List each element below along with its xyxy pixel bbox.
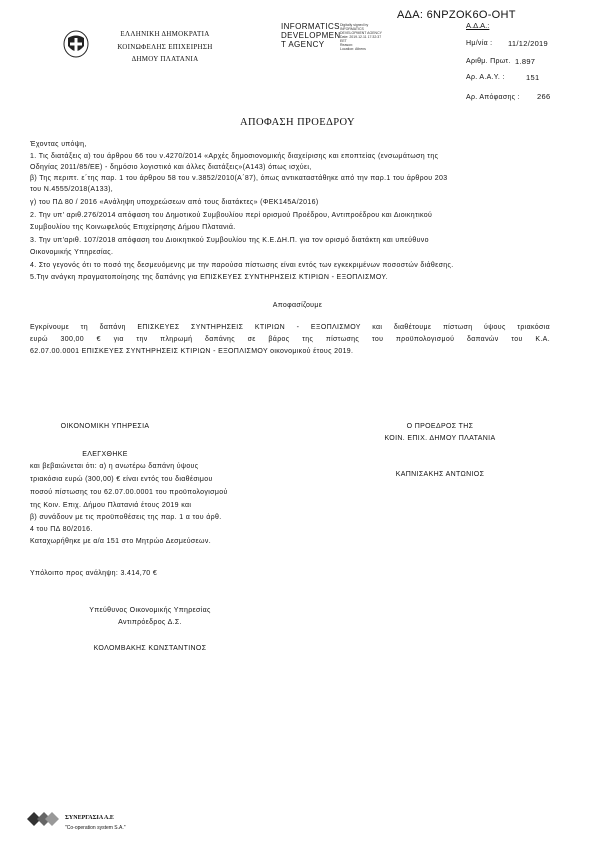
issuer-line-2: ΚΟΙΝΩΦΕΛΗΣ ΕΠΙΧΕΙΡΗΣΗ [117, 43, 213, 51]
protocol-label: Αριθμ. Πρωτ. [466, 58, 511, 65]
checked-label: ΕΛΕΓΧΘΗΚΕ [82, 451, 128, 458]
date-label: Ημ/νία : [466, 40, 493, 47]
consideration-line: γ) του ΠΔ 80 / 2016 «Ανάληψη υποχρεώσεων από τους διατάκτες» (ΦΕΚ145Α/2016) [30, 199, 319, 206]
consideration-line: 2. Την υπ' αριθ.276/2014 απόφαση του Δημοτικού Συμβουλίου περί ορισμού Προέδρου, Αντιπροέδρου και Διοικητικού [30, 212, 433, 219]
ida-line-3: T AGENCY [281, 40, 325, 49]
decision-line: ευρώ 300,00 € για την πληρωμή δαπάνης σε βάρος της πίστωσης του προϋπολογισμού δαπανών του Κ.Α. [30, 336, 550, 343]
financial-service-heading: ΟΙΚΟΝΟΜΙΚΗ ΥΠΗΡΕΣΙΑ [60, 423, 150, 430]
decision-number-label: Αρ. Απόφασης : [466, 94, 520, 101]
remaining-amount: Υπόλοιπο προς ανάληψη: 3.414,70 € [30, 570, 158, 577]
president-name: ΚΑΠΝΙΣΑΚΗΣ ΑΝΤΩΝΙΟΣ [395, 471, 485, 478]
company-tagline: "Co-operation system S.A." [65, 825, 126, 831]
decide-heading: Αποφασίζουμε [272, 302, 323, 309]
ada-code: ΑΔΑ: 6ΝΡΖΟΚ6Ο-ΟΗΤ [397, 9, 516, 21]
issuer-line-3: ΔΗΜΟΥ ΠΛΑΤΑΝΙΑ [131, 55, 199, 63]
consideration-line: Οικονομικής Υπηρεσίας. [30, 249, 114, 256]
ida-line-1: INFORMATICS [281, 22, 340, 31]
verification-line: ποσού πίστωσης του 62.07.00.0001 του προϋπολογισμού [30, 489, 228, 496]
considerations-intro: Έχοντας υπόψη, [30, 141, 87, 148]
president-title: Ο ΠΡΟΕΔΡΟΣ ΤΗΣ [406, 423, 474, 430]
decision-number-value: 266 [537, 92, 551, 101]
aay-value: 151 [526, 73, 540, 82]
signer-role-2: Αντιπρόεδρος Δ.Σ. [118, 619, 182, 626]
verification-line: β) συνάδουν με τις προϋποθέσεις της παρ. 1 α του άρθ. [30, 514, 222, 521]
ida-signature-logo [281, 22, 341, 49]
consideration-line: β) Της περιπτ. ε΄της παρ. 1 του άρθρου 58 του ν.3852/2010(Α΄87), όπως αντικαταστάθηκε από την παρ.1 του άρθρου 203 [30, 175, 448, 182]
date-value: 11/12/2019 [508, 39, 548, 48]
consideration-line: 3. Την υπ'αριθ. 107/2018 απόφαση του Διοικητικού Συμβουλίου της Κ.Ε.ΔΗ.Π. για τον ορισμό διατάκτη και υπεύθυνο [30, 237, 429, 244]
page-title: ΑΠΟΦΑΣΗ ΠΡΟΕΔΡΟΥ [240, 117, 355, 128]
signer-role-1: Υπεύθυνος Οικονομικής Υπηρεσίας [89, 607, 211, 614]
verification-line: της Κοιν. Επιχ. Δήμου Πλατανιά έτους 2019 και [30, 502, 192, 509]
decision-line: Εγκρίνουμε τη δαπάνη ΕΠΙΣΚΕΥΕΣ ΣΥΝΤΗΡΗΣΕΙΣ ΚΤΙΡΙΩΝ - ΕΞΟΠΛΙΣΜΟΥ και διαθέτουμε πίστωση ύψους τριακόσια [30, 324, 550, 331]
company-name: ΣΥΝΕΡΓΑΣΙΑ Α.Ε [65, 815, 114, 821]
consideration-line: του Ν.4555/2018(Α133), [30, 186, 114, 193]
ada-label: Α.Δ.Α.: [466, 21, 490, 30]
verification-line: Καταχωρήθηκε με α/α 151 στο Μητρώο Δεσμεύσεων. [30, 538, 211, 545]
signature-detail-line: EET [340, 39, 347, 43]
aay-label: Αρ. Α.Α.Υ. : [466, 74, 505, 81]
consideration-line: 1. Τις διατάξεις α) του άρθρου 66 του ν.4270/2014 «Αρχές δημοσιονομικής διαχείρισης και εποπτείας (ενσωμάτωση της [30, 153, 439, 160]
signature-detail-line: INFORMATICS [340, 27, 364, 31]
consideration-line: 4. Στο γεγονός ότι το ποσό της δεσμευόμενης με την παρούσα πίστωσης είναι εντός των εγκεκριμένων ποσοστών διάθεσης. [30, 262, 454, 269]
signer-name: ΚΟΛΟΜΒΑΚΗΣ ΚΩΝΣΤΑΝΤΙΝΟΣ [93, 645, 207, 652]
greek-emblem-icon [63, 30, 89, 58]
signature-detail-line: DEVELOPMENT AGENCY [340, 31, 382, 35]
verification-line: τριακόσια ευρώ (300,00) € είναι εντός του διαθέσιμου [30, 476, 213, 483]
company-logo-icon [27, 812, 59, 826]
president-org: ΚΟΙΝ. ΕΠΙΧ. ΔΗΜΟΥ ΠΛΑΤΑΝΙΑ [384, 435, 496, 442]
signature-detail-line: Reason: [340, 43, 354, 47]
digital-signature-details [340, 23, 382, 51]
decision-line: 62.07.00.0001 ΕΠΙΣΚΕΥΕΣ ΣΥΝΤΗΡΗΣΕΙΣ ΚΤΙΡΙΩΝ - ΕΞΟΠΛΙΣΜΟΥ οικονομικού έτους 2019. [30, 348, 354, 355]
consideration-line: 5.Την ανάγκη πραγματοποίησης της δαπάνης για ΕΠΙΣΚΕΥΕΣ ΣΥΝΤΗΡΗΣΕΙΣ ΚΤΙΡΙΩΝ - ΕΞΟΠΛΙΣΜΟΥ. [30, 274, 388, 281]
consideration-line: Συμβουλίου της Κοινωφελούς Επιχείρησης Δήμου Πλατανιά. [30, 224, 236, 231]
signature-detail-line: Date: 2019.12.11 17:32:37 [340, 35, 382, 39]
verification-line: και βεβαιώνεται ότι: α) η ανωτέρω δαπάνη ύψους [30, 463, 199, 470]
signature-detail-line: Location: Athens [340, 47, 366, 51]
protocol-value: 1.897 [515, 57, 536, 66]
verification-line: 4 του ΠΔ 80/2016. [30, 526, 93, 533]
ida-line-2: DEVELOPMEN [281, 31, 341, 40]
consideration-line: Οδηγίας 2011/85/ΕΕ) - δημόσιο λογιστικό και άλλες διατάξεις»(Α143) όπως ισχύει, [30, 164, 312, 171]
signature-detail-line: Digitally signed by [340, 23, 369, 27]
issuer-line-1: ΕΛΛΗΝΙΚΗ ΔΗΜΟΚΡΑΤΙΑ [120, 30, 210, 38]
